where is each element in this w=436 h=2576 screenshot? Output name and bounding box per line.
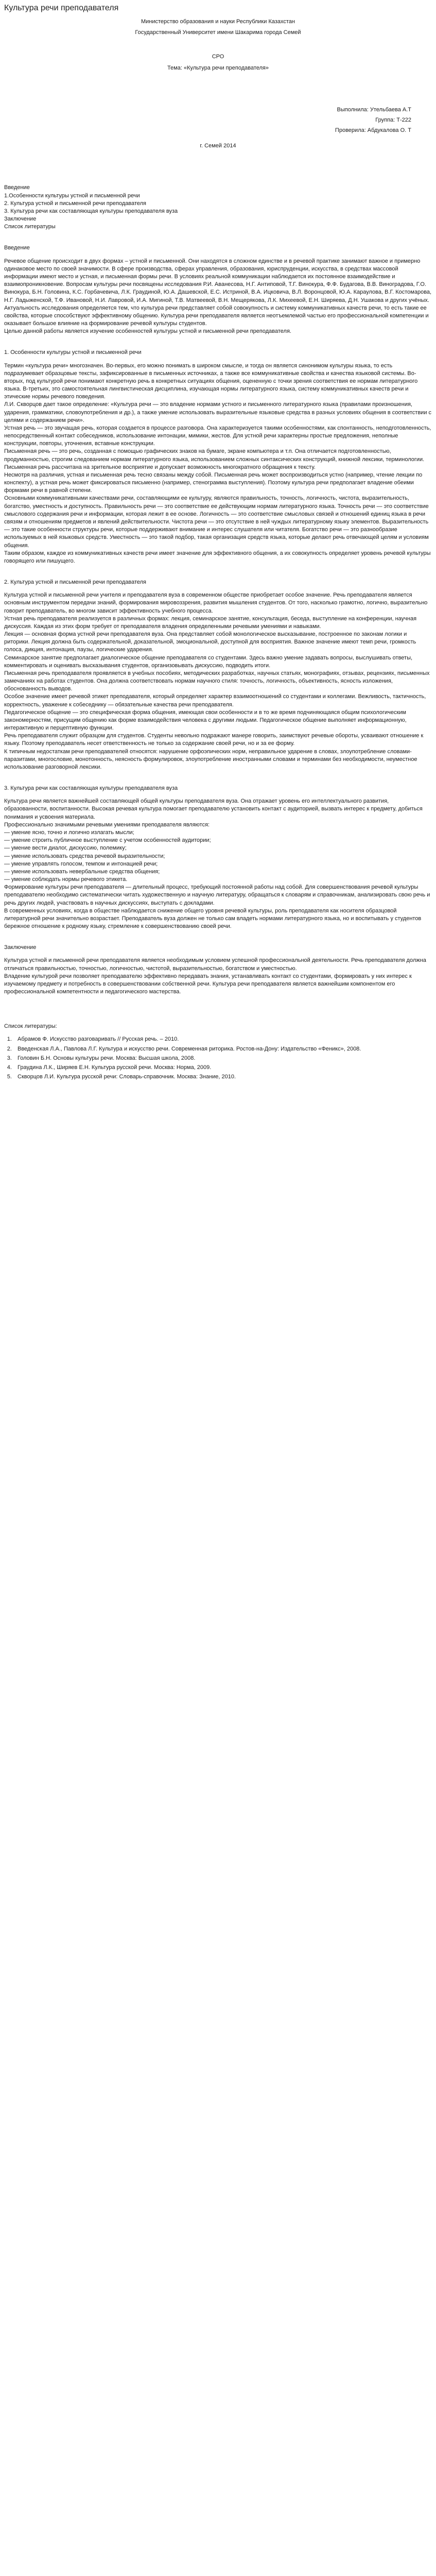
body-paragraph: Культура речи является важнейшей составляющей общей культуры преподавателя вуза. Она отражает уровень его интеллектуального развития, образованности, воспитанности. Высокая речевая культура помогает преподавателю установить контакт с аудиторией, вызвать интерес к предмету, добиться понимания и усвоения материала. [4,798,423,820]
toc-item: Заключение [4,216,37,223]
work-type: СРО [212,54,224,60]
body-paragraph: — умение строить публичное выступление с учетом особенностей аудитории; [4,837,211,844]
body-paragraph: Профессионально значимыми речевыми умениями преподавателя являются: [4,821,210,828]
body-paragraph: К типичным недостаткам речи преподавателей относятся: нарушение орфоэпических норм, неправильное ударение в словах, злоупотребление словами-паразитами, многословие, монотонность, неясность формулировок, злоупотребление иностранными словами и терминами без необходимости, неуместное использование разговорной лексики. [4,748,417,770]
body-paragraph: — умение соблюдать нормы речевого этикета. [4,876,128,883]
body-paragraph: Несмотря на различия, устная и письменная речь тесно связаны между собой. Письменная речь может воспроизводиться устно (например, чтение лекции по конспекту), а устная речь может фиксироваться письменно (например, стенограмма выступления). Поэтому культура речи предполагает владение обеими формами речи в равной степени. [4,471,423,494]
author-line: Выполнила: Утельбаева А.Т [337,106,411,113]
section-heading: 2. Культура устной и письменной речи преподавателя [4,579,147,586]
work-topic: Тема: «Культура речи преподавателя» [167,64,269,71]
toc-item: Список литературы [4,224,56,230]
document-section [4,349,432,579]
university-line: Государственный Университет имени Шакарима города Семей [135,29,301,36]
section-heading: 3. Культура речи как составляющая культуры преподавателя вуза [4,785,178,792]
body-paragraph: Особое значение имеет речевой этикет преподавателя, который определяет характер взаимоотношений со студентами и коллегами. Вежливость, тактичность, корректность, уважение к собеседнику — обязательные качества речи преподавателя. [4,693,426,708]
body-paragraph: Письменная речь — это речь, созданная с помощью графических знаков на бумаге, экране компьютера и т.п. Она отличается подготовленностью, продуманностью, строгим следованием нормам литературного языка, использованием сложных синтаксических конструкций, книжной лексики, терминологии. Письменная речь рассчитана на зрительное восприятие и допускает возможность многократного обращения к тексту. [4,448,425,470]
toc-item: 3. Культура речи как составляющая культуры преподавателя вуза [4,208,178,214]
body-paragraph: Лекция — основная форма устной речи преподавателя вуза. Она представляет собой монологическое высказывание, построенное по законам логики и риторики. Лекция должна быть содержательной, доказательной, эмоциональной, доступной для восприятия. Важное значение имеют темп речи, громкость голоса, дикция, интонация, паузы, логические ударения. [4,631,416,653]
group-line: Группа: Т-222 [375,116,411,123]
body-paragraph: В современных условиях, когда в обществе наблюдается снижение общего уровня речевой культуры, роль преподавателя как носителя образцовой литературной речи значительно возрастает. Преподаватель вуза должен не только сам владеть нормами литературного языка, но и воспитывать у студентов бережное отношение к родному языку, стремление к совершенствованию своей речи. [4,907,422,930]
references-list [4,1036,432,1081]
reference-item: 4. Граудина Л.К., Ширяев Е.Н. Культура русской речи. Москва: Норма, 2009. [13,1064,432,1072]
body-paragraph: Целью данной работы является изучение особенностей культуры устной и письменной речи преподавателя. [4,328,291,335]
table-of-contents [4,184,432,231]
body-paragraph: Устная речь преподавателя реализуется в различных формах: лекция, семинарское занятие, консультация, беседа, выступление на конференции, научная дискуссия. Каждая из этих форм требует от преподавателя владения определенными речевыми умениями и навыками. [4,615,417,630]
body-paragraph: Владение культурой речи позволяет преподавателю эффективно передавать знания, устанавливать контакт со студентами, формировать у них интерес к изучаемому предмету и потребность в совершенствовании собственной речи. Культура речи преподавателя является важнейшим компонентом его профессиональной компетентности и педагогического мастерства. [4,973,412,995]
toc-item: 1.Особенности культуры устной и письменной речи [4,192,140,199]
body-paragraph: — умение использовать средства речевой выразительности; [4,853,165,859]
body-paragraph: Речевое общение происходит в двух формах – устной и письменной. Они находятся в сложном единстве и в речевой практике занимают важное и примерно одинаковое место по своей значимости. В сфере производства, сферах управления, образования, юриспруденции, искусства, в средствах массовой информации имеют место и устная, и письменная формы речи. В условиях реальной коммуникации наблюдается их постоянное взаимодействие и взаимопроникновение. Вопросам культуры речи посвящены исследования Р.И. Аванесова, Н.Г. Антиповой, Т.Г. Винокура, Ф.Ф. Будагова, В.В. Виноградова, Г.О. Винокура, Б.Н. Головина, К.С. Горбачевича, Л.К. Граудиной, Ю.А. Дашевской, Е.С. Истриной, В.А. Ицковича, В.Л. Воронцовой, Ю.А. Караулова, В.Г. Костомарова, Н.Г. Ладыженской, Т.Ф. Ивановой, Н.И. Лавровой, И.А. Мигиной, Т.В. Матвеевой, В.Н. Мещерякова, Л.К. Михеевой, Е.Н. Ширяева, Д.Н. Ушакова и других учёных. [4,258,432,303]
body-paragraph: Термин «культура речи» многозначен. Во-первых, его можно понимать в широком смысле, и тогда он является синонимом культуры языка, то есть подразумевает образцовые тексты, зафиксированные в письменных источниках, а также все коммуникативные свойства и качества языковой системы. Во-вторых, под культурой речи понимают конкретную речь в конкретных ситуациях общения, оцененную с точки зрения соответствия ее нормам литературного языка. В-третьих, это самостоятельная лингвистическая дисциплина, изучающая нормы литературного языка, систему коммуникативных качеств речи и этические нормы речевого поведения. [4,362,418,400]
body-paragraph: Л.И. Скворцов дает такое определение: «Культура речи — это владение нормами устного и письменного литературного языка (правилами произношения, ударения, грамматики, словоупотребления и др.), а также умение использовать выразительные языковые средства в разных условиях общения в соответствии с целями и содержанием речи». [4,401,432,423]
document-section [4,944,432,1009]
document-title: Культура речи преподавателя [4,4,119,12]
body-paragraph: Речь преподавателя служит образцом для студентов. Студенты невольно подражают манере говорить, заимствуют речевые обороты, усваивают отношение к языку. Поэтому преподаватель несет ответственность не только за содержание своей речи, но и за ее форму. [4,733,424,747]
body-paragraph: Культура устной и письменной речи преподавателя является необходимым условием успешной профессиональной деятельности. Речь преподавателя должна отличаться правильностью, точностью, логичностью, чистотой, выразительностью, богатством и уместностью. [4,957,426,972]
body-paragraph: Устная речь — это звучащая речь, которая создается в процессе разговора. Она характеризуется такими особенностями, как спонтанность, неподготовленность, непосредственный контакт собеседников, использование интонации, мимики, жестов. Для устной речи характерны простые предложения, неполные конструкции, повторы, уточнения, вставные конструкции. [4,425,431,447]
body-paragraph: Культура устной и письменной речи учителя и преподавателя вуза в современном обществе приобретает особое значение. Речь преподавателя является основным инструментом передачи знаний, формирования мировоззрения, развития мышления студентов. От того, насколько грамотно, логично, выразительно говорит преподаватель, во многом зависит эффективность учебного процесса. [4,592,428,614]
toc-item: 2. Культура устной и письменной речи преподавателя [4,200,147,207]
document-page [0,0,436,1103]
checked-line: Проверила: Абдукалова О. Т [335,127,411,134]
reference-item: 5. Скворцов Л.И. Культура русской речи: Словарь-справочник. Москва: Знание, 2010. [13,1073,432,1081]
section-heading: Заключение [4,944,37,951]
city-year-line: г. Семей 2014 [200,143,236,149]
references-heading: Список литературы: [4,1023,57,1030]
body-paragraph: Актуальность исследования определяется тем, что культура речи представляет собой совокупность и систему коммуникативных качеств речи, то есть такие ее свойства, которые способствуют эффективному общению. Культура речи преподавателя является неотъемлемой частью его профессиональной компетенции и оказывает большое влияние на формирование речевой культуры студентов. [4,304,429,327]
body-paragraph: — умение управлять голосом, темпом и интонацией речи; [4,860,158,867]
body-paragraph: — умение использовать невербальные средства общения; [4,868,160,875]
document-section [4,579,432,785]
reference-item: 1. Абрамов Ф. Искусство разговаривать // Русская речь. – 2010. [13,1036,432,1043]
body-paragraph: Таким образом, каждое из коммуникативных качеств речи имеет значение для эффективного общения, а их совокупность определяет уровень речевой культуры говорящего или пишущего. [4,550,431,564]
body-paragraph: — умение ясно, точно и логично излагать мысли; [4,829,134,836]
reference-item: 2. Введенская Л.А., Павлова Л.Г. Культура и искусство речи. Современная риторика. Ростов-на-Дону: Издательство «Феникс», 2008. [13,1045,432,1053]
toc-item: Введение [4,184,30,191]
document-section [4,785,432,944]
body-paragraph: Основными коммуникативными качествами речи, составляющими ее культуру, являются правильность, точность, логичность, чистота, выразительность, богатство, уместность и доступность. Правильность речи — это соответствие ее действующим нормам литературного языка. Точность речи — это соответствие смыслового содержания речи и информации, которая лежит в ее основе. Логичность — это соответствие смысловых связей и отношений единиц языка в речи связям и отношениям предметов и явлений действительности. Чистота речи — это отсутствие в ней чуждых литературному языку элементов. Выразительность — это такие особенности структуры речи, которые поддерживают внимание и интерес слушателя или читателя. Богатство речи — это разнообразие используемых в ней языковых средств. Уместность — это такой подбор, такая организация средств языка, которые делают речь отвечающей целям и условиям общения. [4,495,429,549]
ministry-line: Министерство образования и науки Республики Казахстан [141,19,295,25]
section-heading: Введение [4,245,30,251]
document-section [4,244,432,349]
body-paragraph: — умение вести диалог, дискуссию, полемику; [4,845,127,852]
reference-item: 3. Головин Б.Н. Основы культуры речи. Москва: Высшая школа, 2008. [13,1055,432,1062]
body-paragraph: Формирование культуры речи преподавателя — длительный процесс, требующий постоянной работы над собой. Для совершенствования речевой культуры преподавателю необходимо систематически читать художественную и научную литературу, обращаться к словарям и справочникам, анализировать свою речь и речь других людей, участвовать в научных дискуссиях, выступать с докладами. [4,884,430,906]
body-paragraph: Письменная речь преподавателя проявляется в учебных пособиях, методических разработках, научных статьях, монографиях, отзывах, рецензиях, письменных замечаниях на работах студентов. Она должна соответствовать нормам научного стиля: точность, логичность, объективность, ясность изложения, обоснованность выводов. [4,670,430,692]
body-paragraph: Семинарское занятие предполагает диалогическое общение преподавателя со студентами. Здесь важно умение задавать вопросы, выслушивать ответы, комментировать и оценивать высказывания студентов, организовывать дискуссию, подводить итоги. [4,654,413,669]
section-heading: 1. Особенности культуры устной и письменной речи [4,349,142,356]
body-paragraph: Педагогическое общение — это специфическая форма общения, имеющая свои особенности и в то же время подчиняющаяся общим психологическим закономерностям, присущим общению как форме взаимодействия человека с другими людьми. Педагогическое общение выполняет информационную, интерактивную и перцептивную функции. [4,709,407,732]
document-body [4,244,432,1009]
